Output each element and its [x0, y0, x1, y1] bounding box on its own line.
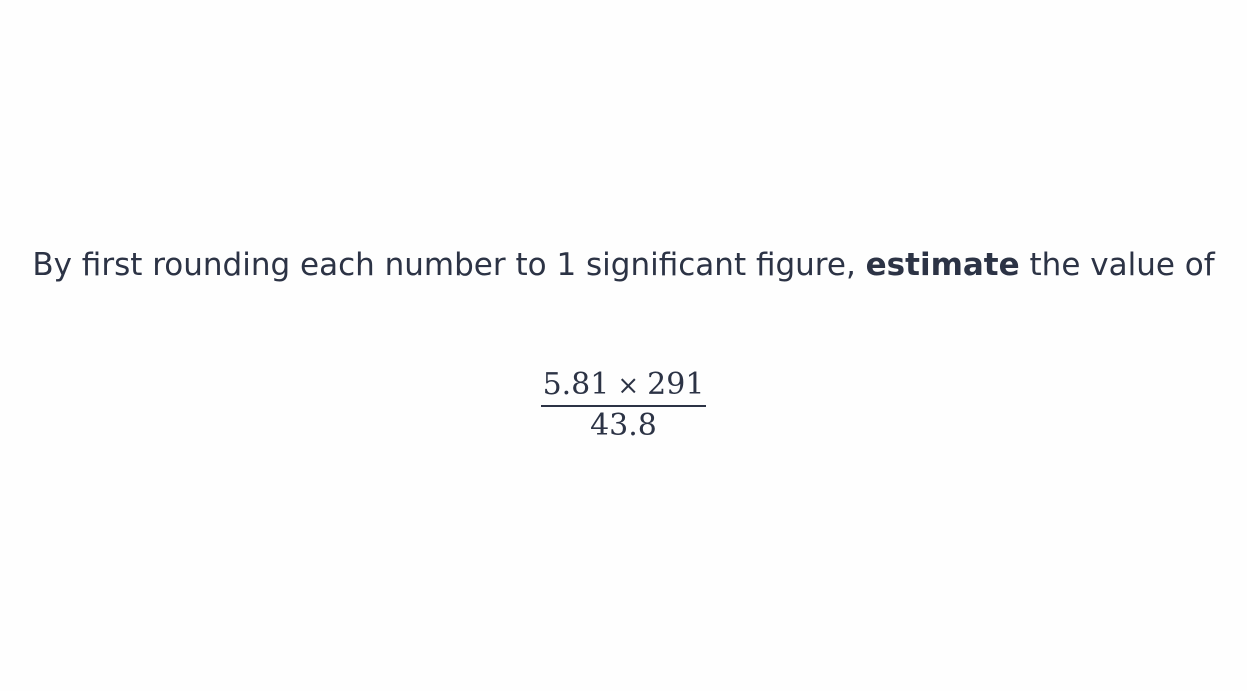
- numerator-b: 291: [647, 367, 705, 402]
- fraction: [541, 368, 707, 443]
- question-text-before: By first rounding each number to 1 significant figure,: [32, 247, 866, 283]
- fraction-denominator: 43.8: [590, 408, 657, 443]
- question-text: [0, 244, 1247, 287]
- question-emphasis: estimate: [865, 247, 1020, 283]
- question-text-after: the value of: [1019, 247, 1215, 283]
- math-expression: [0, 368, 1247, 443]
- numerator-a: 5.81: [542, 367, 610, 402]
- times-operator: ×: [617, 371, 640, 401]
- fraction-numerator: [541, 368, 707, 405]
